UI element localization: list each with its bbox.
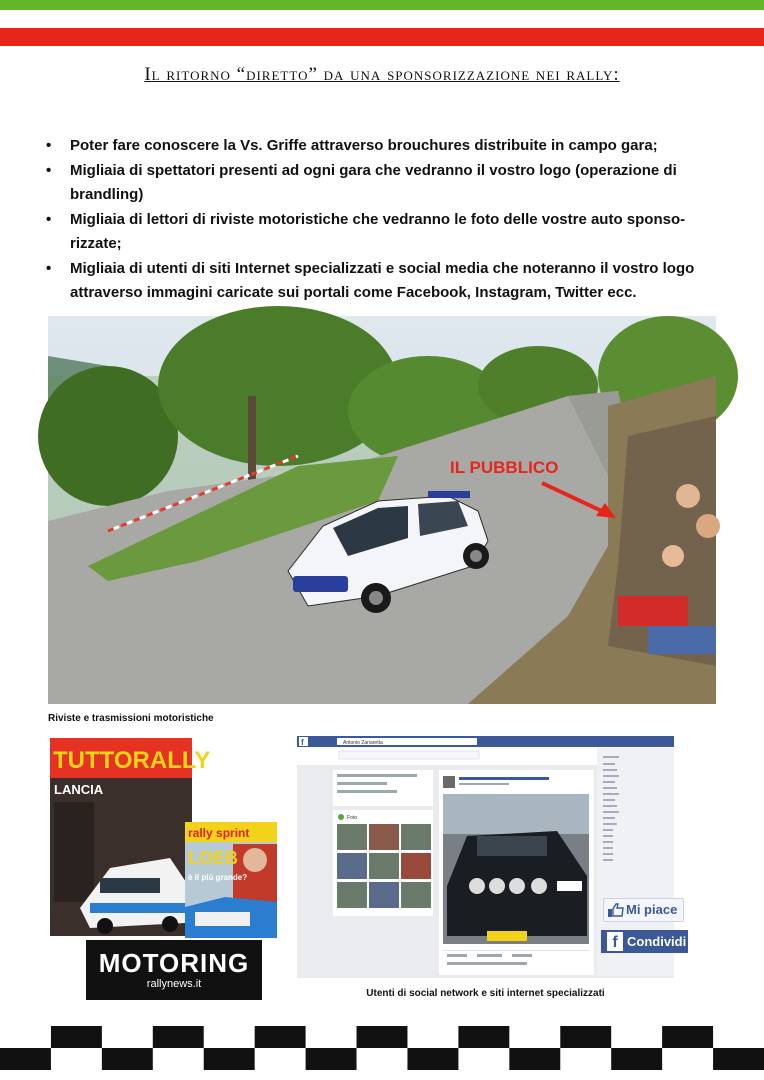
- caption-social: Utenti di social network e siti internet specializzati: [366, 988, 605, 999]
- checker-square: [407, 1048, 458, 1070]
- top-red-band: [0, 28, 764, 46]
- thumbs-up-icon: [608, 903, 624, 917]
- checker-square: [153, 1048, 204, 1070]
- checker-square: [204, 1048, 255, 1070]
- facebook-profile-name: Antonio Zanaretta: [343, 740, 383, 746]
- share-label: Condividi: [627, 934, 687, 949]
- checker-square: [458, 1048, 509, 1070]
- checker-square: [306, 1048, 357, 1070]
- photo-annotation: IL PUBBLICO: [450, 458, 559, 477]
- like-label: Mi piace: [626, 902, 678, 917]
- checker-square: [509, 1026, 560, 1048]
- checker-square: [102, 1048, 153, 1070]
- like-button[interactable]: [603, 898, 684, 922]
- facebook-album-label: Foto: [347, 815, 358, 821]
- checker-square: [662, 1026, 713, 1048]
- bullet-item: • Migliaia di lettori di riviste motoristiche che vedranno le foto delle vostre auto sponso-rizzate;: [44, 208, 716, 257]
- rallysprint-subhead: è il più grande?: [188, 873, 248, 882]
- bullet-item: • Poter fare conoscere la Vs. Griffe attraverso brouchures distribuite in campo gara;: [44, 134, 716, 159]
- rallysprint-headline: LOEB: [188, 848, 239, 868]
- checker-square: [407, 1026, 458, 1048]
- checker-square: [255, 1026, 306, 1048]
- checkered-flag-band: [0, 1026, 764, 1070]
- motoring-site: rallynews.it: [146, 978, 202, 990]
- checker-square: [560, 1048, 611, 1070]
- facebook-icon: f: [607, 932, 623, 951]
- checker-square: [611, 1026, 662, 1048]
- share-button[interactable]: [601, 930, 688, 953]
- bullet-list: [44, 134, 716, 306]
- checker-square: [0, 1026, 51, 1048]
- motoring-logo: [86, 940, 262, 1000]
- checker-square: [560, 1026, 611, 1048]
- checker-square: [0, 1048, 51, 1070]
- checker-square: [357, 1048, 408, 1070]
- rally-photo: [48, 316, 716, 704]
- bullet-item: • Migliaia di utenti di siti Internet specializzati e social media che noteranno il vostro logo attraverso immagini caricate sui portali come Facebook, Instagram, Twitter ecc.: [44, 257, 716, 306]
- checker-square: [102, 1026, 153, 1048]
- tuttorally-masthead: TUTTORALLY: [53, 747, 211, 774]
- checker-square: [306, 1026, 357, 1048]
- rallysprint-masthead: rally sprint: [188, 826, 250, 840]
- checker-square: [611, 1048, 662, 1070]
- checker-square: [153, 1026, 204, 1048]
- rallysprint-cover: [185, 822, 277, 938]
- caption-magazines: Riviste e trasmissioni motoristiche: [48, 713, 214, 724]
- page-title: Il ritorno “diretto” da una sponsorizzazione nei rally:: [144, 64, 620, 85]
- checker-square: [713, 1026, 764, 1048]
- bullet-item: • Migliaia di spettatori presenti ad ogni gara che vedranno il vostro logo (operazione di brandling): [44, 159, 716, 208]
- checker-square: [509, 1048, 560, 1070]
- top-green-band: [0, 0, 764, 10]
- checker-square: [255, 1048, 306, 1070]
- checker-square: [51, 1048, 102, 1070]
- checker-square: [357, 1026, 408, 1048]
- tuttorally-headline: LANCIA: [54, 782, 104, 797]
- svg-text:f: f: [301, 738, 304, 747]
- checker-square: [713, 1048, 764, 1070]
- checker-square: [662, 1048, 713, 1070]
- motoring-name: MOTORING: [98, 948, 250, 978]
- tuttorally-cover: [50, 738, 211, 936]
- checker-square: [458, 1026, 509, 1048]
- checker-square: [204, 1026, 255, 1048]
- checker-square: [51, 1026, 102, 1048]
